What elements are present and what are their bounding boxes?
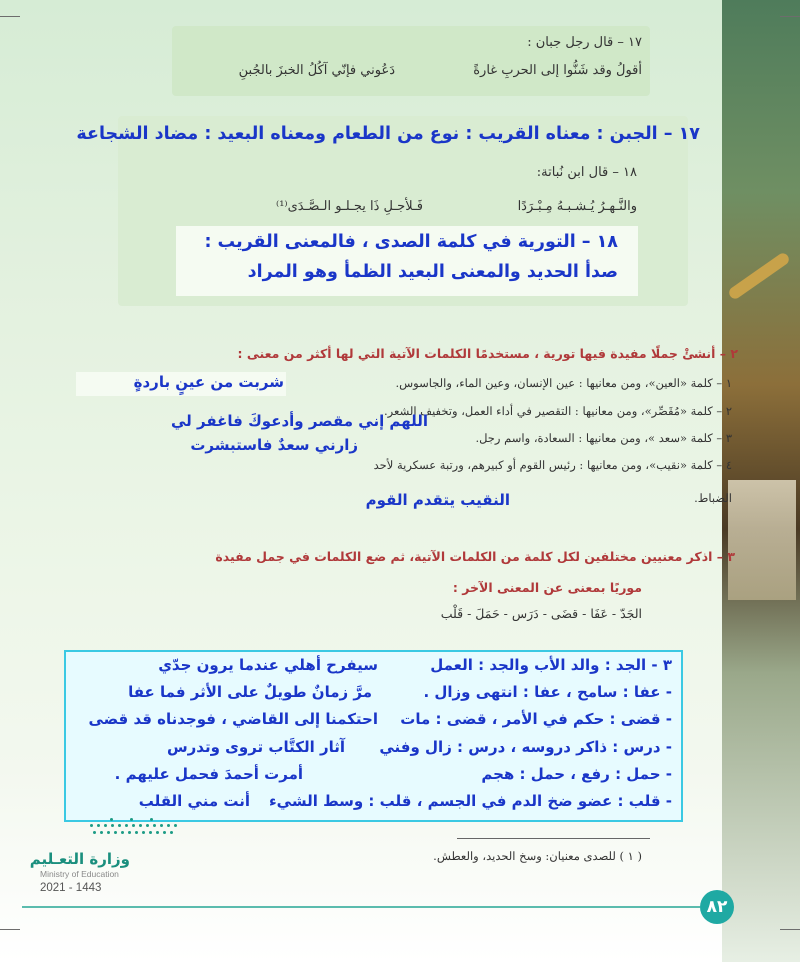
poem-hemistich: والنَّـهـرُ يُـشـبـهُ مِـبْـرَدًا <box>517 199 637 214</box>
footnote: ( ١ ) للصدى معنيان: وسخ الحديد، والعطش. <box>433 849 642 863</box>
footnote-rule <box>457 838 650 839</box>
poem-hemistich: فَـلأجـلِ ذَا يجـلـو الـصَّـدَى⁽¹⁾ <box>276 199 423 214</box>
answer-example: احتكمنا إلى القاضي ، فوجدناه قد قضى <box>88 710 378 728</box>
answer-text: زارني سعدٌ فاستبشرت <box>190 436 358 454</box>
answer-definition: ٣ - الجد : والد الأب والجد : العمل <box>430 656 672 674</box>
answer-definition: - درس : ذاكر دروسه ، درس : زال وفني <box>379 738 672 756</box>
page-number: ٨٢ <box>700 890 734 924</box>
exercise-heading: ٢ – أنشئْ جملًا مفيدة فيها تورية ، مستخدمًا الكلمات الآتية التي لها أكثر من معنى : <box>237 346 738 361</box>
ministry-logo-dots <box>90 818 178 838</box>
crop-mark <box>780 929 800 946</box>
answer-text: ١٧ – الجبن : معناه القريب : نوع من الطعام ومعناه البعيد : مضاد الشجاعة <box>76 124 700 144</box>
footer-line <box>22 906 700 908</box>
answer-example: أمرت أحمدَ فحمل عليهم . <box>114 765 303 783</box>
ministry-english: Ministry of Education <box>40 869 119 879</box>
exercise-item: ١ – كلمة «العين»، ومن معانيها : عين الإنسان، وعين الماء، والجاسوس. <box>395 376 732 390</box>
ministry-arabic: وزارة التعـليم <box>29 850 130 868</box>
exercise-heading: موريًا بمعنى عن المعنى الآخر : <box>452 580 642 595</box>
crop-mark <box>780 16 800 33</box>
poem-heading: ١٧ – قال رجل جبان : <box>527 35 642 50</box>
exercise-item: ٤ – كلمة «نقيب»، ومن معانيها : رئيس القوم أو كبيرهم، ورتبة عسكرية لأحد <box>373 458 732 472</box>
exercise-heading: ٣ – اذكر معنيين مختلفين لكل كلمة من الكلمات الآتية، ثم ضع الكلمات في جمل مفيدة <box>215 549 735 564</box>
answer-text: ١٨ – التورية في كلمة الصدى ، فالمعنى القريب : <box>204 232 618 252</box>
newspaper-image <box>728 480 796 600</box>
answer-definition: - قلب : عضو ضخ الدم في الجسم ، قلب : وسط الشيء <box>268 792 672 810</box>
poem-hemistich: أقولُ وقد شَنُّوا إلى الحربِ غارةً <box>473 63 642 78</box>
answer-text: صدأ الحديد والمعنى البعيد الظمأ وهو المراد <box>247 262 618 282</box>
answer-text: النقيب يتقدم القوم <box>365 491 510 509</box>
answer-text: شربت من عينٍ باردةٍ <box>133 373 284 391</box>
ministry-year: 2021 - 1443 <box>40 882 102 894</box>
answer-example: آثار الكتَّاب تروى وتدرس <box>166 738 345 756</box>
answer-text: اللهم إني مقصر وأدعوكَ فاغفر لي <box>170 412 428 430</box>
exercise-words: الجَدّ - عَفَا - قضَى - دَرَس - حَمَلَ - قَلْب <box>440 606 642 621</box>
answer-definition: - عفا : سامح ، عفا : انتهى وزال . <box>423 683 672 701</box>
answer-example: أنت مني القلب <box>138 792 250 810</box>
answer-example: مرَّ زمانٌ طويلٌ على الأثر فما عفا <box>128 683 372 701</box>
crop-mark <box>0 929 20 946</box>
exercise-item: الضباط. <box>694 491 732 505</box>
poem-hemistich: دَعُوني فإنّي آكُلُ الخبزَ بالجُبنِ <box>238 63 395 78</box>
answer-example: سيفرح أهلي عندما يرون جدّي <box>158 656 378 674</box>
crop-mark <box>0 16 20 33</box>
exercise-item: ٣ – كلمة «سعد »، ومن معانيها : السعادة، واسم رجل. <box>475 431 732 445</box>
poem-heading: ١٨ – قال ابن نُباتة: <box>536 165 637 180</box>
answer-definition: - قضى : حكم في الأمر ، قضى : مات <box>400 710 672 728</box>
exercise-item: ٢ – كلمة «مُقَصِّر»، ومن معانيها : التقصير في أداء العمل، وتخفيف الشعر. <box>384 404 732 418</box>
answer-definition: - حمل : رفع ، حمل : هجم <box>481 765 672 783</box>
